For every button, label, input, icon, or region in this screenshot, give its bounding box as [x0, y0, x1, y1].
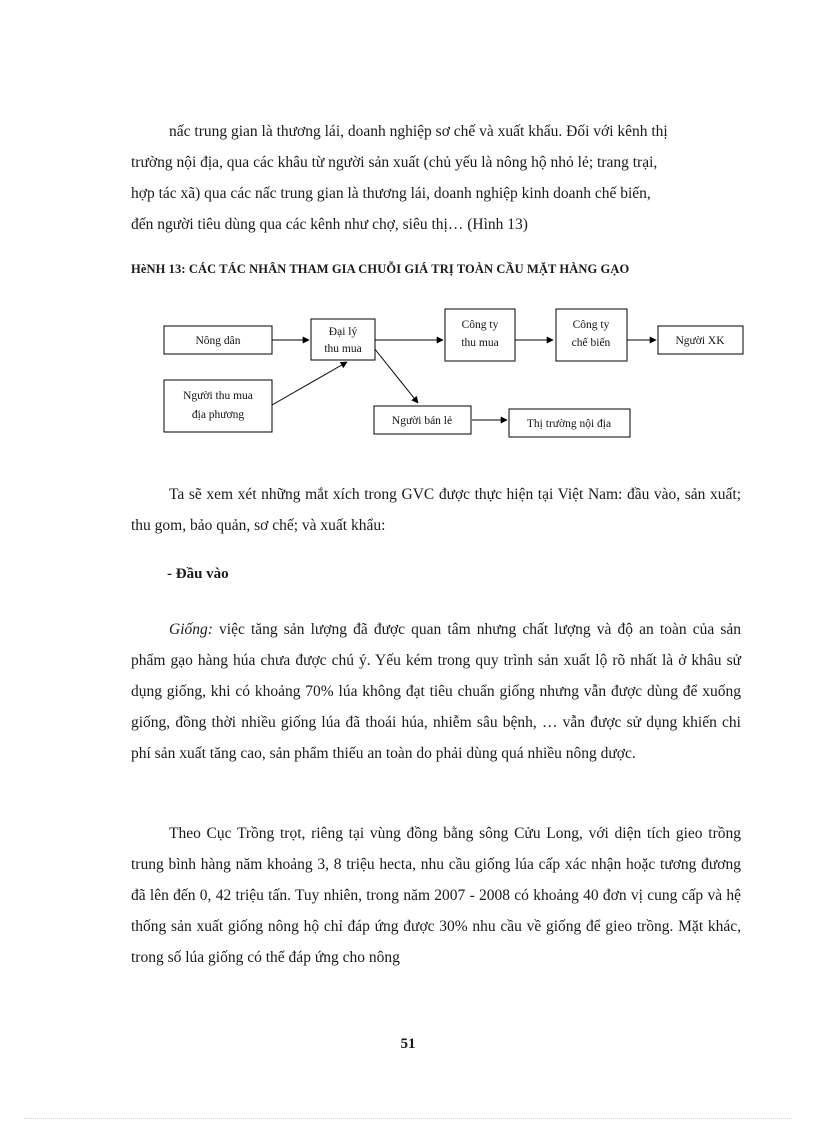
page-bottom-divider: [24, 1118, 792, 1119]
node-cong-ty-thu-mua: [445, 309, 515, 361]
paragraph-cuc-trong-trot: [131, 818, 741, 973]
node-nong-dan-label: Nông dân: [195, 335, 241, 347]
node-cong-ty-che-bien: [556, 309, 627, 361]
node-cong-ty-che-bien-label-2: chế biến: [571, 337, 611, 349]
node-nguoi-thu-mua-label-2: địa phương: [191, 409, 245, 421]
paragraph-gvc-text: Ta sẽ xem xét những mắt xích trong GVC được thực hiện tại Việt Nam: đầu vào, sản xuất; thu gom, bảo quản, sơ chế; và xuất khẩu:: [131, 486, 741, 534]
node-nguoi-xk: [658, 326, 743, 354]
paragraph-intro-line-3: hợp tác xã) qua các nấc trung gian là thương lái, doanh nghiệp kinh doanh chế biến,: [131, 185, 651, 202]
term-giong: Giống:: [169, 621, 213, 638]
paragraph-intro-line-1: nấc trung gian là thương lái, doanh nghiệp sơ chế và xuất khẩu. Đối với kênh thị: [169, 123, 668, 140]
node-nguoi-ban-le-label: Người bán lẻ: [391, 415, 453, 427]
node-cong-ty-thu-mua-label-2: thu mua: [461, 337, 499, 349]
node-thi-truong-noi-dia: [509, 409, 630, 437]
node-nguoi-xk-label: Người XK: [675, 335, 725, 347]
arrow-daily-to-banle: [374, 348, 418, 403]
node-nguoi-thu-mua-label-1: Người thu mua: [183, 390, 253, 402]
node-nong-dan: [164, 326, 272, 354]
node-nguoi-ban-le: [374, 406, 471, 434]
node-cong-ty-thu-mua-label-1: Công ty: [461, 319, 499, 331]
paragraph-gvc: [131, 479, 741, 541]
section-heading: - Đầu vào: [167, 566, 229, 582]
node-dai-ly-label-2: thu mua: [324, 343, 362, 355]
page-number: 51: [400, 1036, 416, 1052]
paragraph-cuc-trong-trot-text: Theo Cục Trồng trọt, riêng tại vùng đồng bằng sông Cửu Long, với diện tích gieo trồng trung bình hàng năm khoảng 3, 8 triệu hecta, nhu cầu giống lúa cấp xác nhận hoặc tương đương đã lên đến 0, 42 triệu tấn. Tuy nhiên, trong năm 2007 - 2008 có khoảng 40 đơn vị cung cấp và hệ thống sản xuất giống nông hộ chỉ đáp ứng được 30% nhu cầu về giống để gieo trồng. Mặt khác, trong số lúa giống có thể đáp ứng cho nông: [131, 825, 741, 966]
arrow-thumua-to-daily: [272, 362, 347, 405]
paragraph-giong: [131, 614, 741, 769]
node-dai-ly-label-1: Đại lý: [328, 326, 358, 338]
value-chain-diagram: [0, 0, 816, 460]
node-thi-truong-noi-dia-label: Thị trường nội địa: [526, 418, 612, 430]
node-cong-ty-che-bien-label-1: Công ty: [572, 319, 610, 331]
node-nguoi-thu-mua: [164, 380, 272, 432]
paragraph-giong-text: việc tăng sản lượng đã được quan tâm nhưng chất lượng và độ an toàn của sản phẩm gạo hàng húa chưa được chú ý. Yếu kém trong quy trình sản xuất lộ rõ nhất là ở khâu sử dụng giống, khi có khoảng 70% lúa không đạt tiêu chuẩn giống nhưng vẫn được dùng để xuống giống, đồng thời nhiều giống lúa đã thoái húa, nhiễm sâu bệnh, … vẫn được sử dụng khiến chi phí sản xuất tăng cao, sản phẩm thiếu an toàn do phải dùng quá nhiều nông dược.: [131, 621, 741, 762]
paragraph-intro-line-4: đến người tiêu dùng qua các kênh như chợ, siêu thị… (Hình 13): [131, 216, 528, 233]
figure-title: HèNH 13: CÁC TÁC NHÂN THAM GIA CHUỖI GIÁ TRỊ TOÀN CẦU MẶT HÀNG GẠO: [131, 262, 630, 276]
paragraph-intro-line-2: trường nội địa, qua các khâu từ người sản xuất (chủ yếu là nông hộ nhỏ lẻ; trang trại,: [131, 154, 658, 171]
node-dai-ly: [311, 319, 375, 360]
